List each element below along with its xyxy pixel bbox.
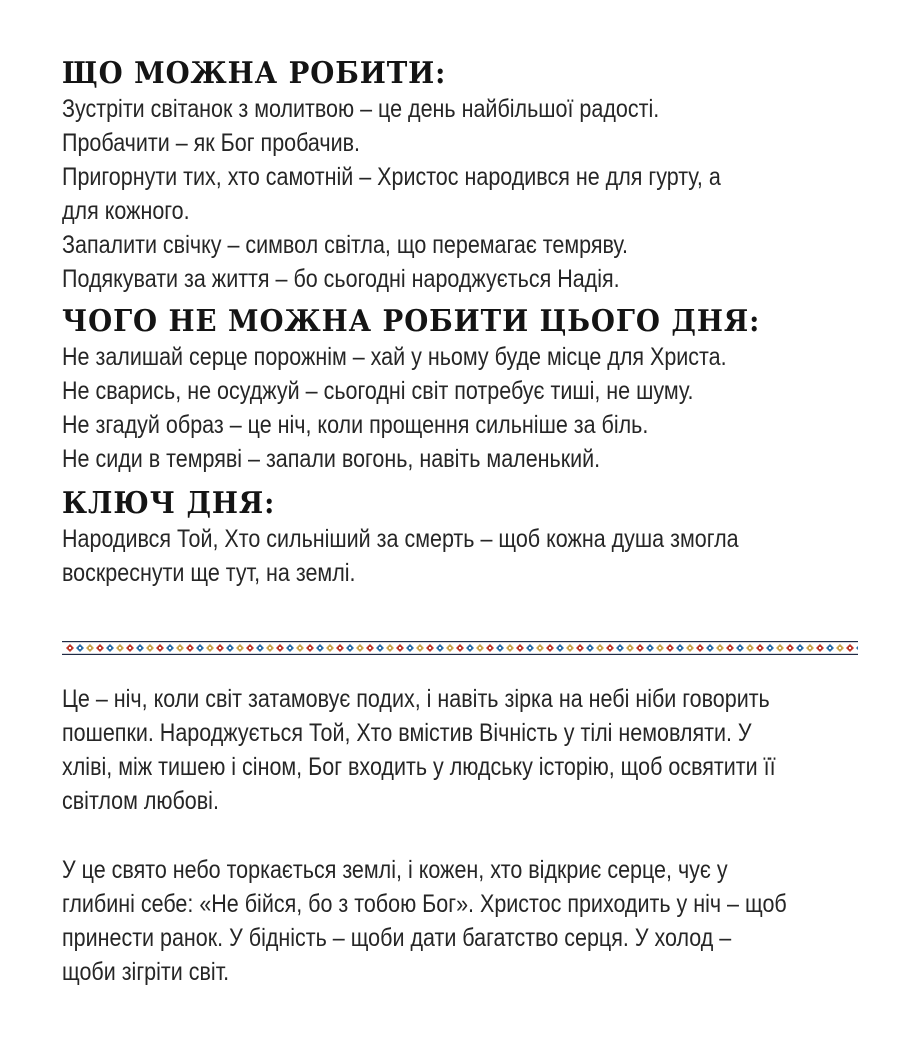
ornament-dot [829, 647, 831, 649]
ornament-dot [369, 647, 371, 649]
section-title-dont: ЧОГО НЕ МОЖНА РОБИТИ ЦЬОГО ДНЯ: [62, 304, 761, 339]
ornament-dot [389, 647, 391, 649]
key-line: Народився Той, Хто сильніший за смерть – щоб кожна душа змогла [62, 525, 739, 553]
ornament-dot [739, 647, 741, 649]
ornament-dot [229, 647, 231, 649]
ornament-dot [599, 647, 601, 649]
ornament-bottom-line [62, 654, 858, 655]
body-line: глибині себе: «Не бійся, бо з тобою Бог». Христос приходить у ніч – щоб [62, 890, 787, 918]
ornament-dot [129, 647, 131, 649]
ornament-dot [149, 647, 151, 649]
ornament-dot [769, 647, 771, 649]
ornament-dot [749, 647, 751, 649]
ornament-dot [639, 647, 641, 649]
section-todo [62, 56, 858, 296]
ornament-dot [579, 647, 581, 649]
ornament-dot [199, 647, 201, 649]
body-line: світлом любові. [62, 787, 219, 815]
ornament-dot [249, 647, 251, 649]
ornament-dot [799, 647, 801, 649]
body-line: щоби зігріти світ. [62, 958, 230, 986]
ornament-dot [759, 647, 761, 649]
ornament-dot [569, 647, 571, 649]
ornament-diamond [856, 644, 858, 652]
body-line: У це свято небо торкається землі, і кожен, хто відкриє серце, чує у [62, 856, 728, 884]
ornament-dot [99, 647, 101, 649]
ornament-dot [399, 647, 401, 649]
ornament-dot [849, 647, 851, 649]
ornament-dot [179, 647, 181, 649]
ornament-dot [279, 647, 281, 649]
body-paragraph-2 [62, 853, 858, 989]
ornament-dot [719, 647, 721, 649]
ornament-dot [419, 647, 421, 649]
ornament-dot [499, 647, 501, 649]
body-line: пошепки. Народжується Той, Хто вмістив Вічність у тілі немовляти. У [62, 719, 752, 747]
ornament-motifs [66, 644, 858, 652]
content-area [62, 56, 858, 590]
ornament-dot [239, 647, 241, 649]
ornament-dot [309, 647, 311, 649]
ornament-dot [269, 647, 271, 649]
todo-line: Запалити свічку – символ світла, що перемагає темряву. [62, 231, 629, 259]
ornament-dot [539, 647, 541, 649]
dont-line: Не згадуй образ – це ніч, коли прощення сильніше за біль. [62, 411, 649, 439]
body-line: Це – ніч, коли світ затамовує подих, і навіть зірка на небі ніби говорить [62, 685, 770, 713]
section-key [62, 486, 858, 590]
ornament-dot [349, 647, 351, 649]
ornament-dot [409, 647, 411, 649]
ornament-dot [549, 647, 551, 649]
ornament-dot [589, 647, 591, 649]
body-line: хліві, між тишею і сіном, Бог входить у людську історію, щоб освятити її [62, 753, 776, 781]
ornament-dot [609, 647, 611, 649]
ornament-dot [809, 647, 811, 649]
ornament-dot [529, 647, 531, 649]
body-paragraph-1 [62, 682, 858, 818]
ornament-dot [559, 647, 561, 649]
ornament-dot [319, 647, 321, 649]
ornament-dot [79, 647, 81, 649]
ornament-dot [519, 647, 521, 649]
ornament-dot [119, 647, 121, 649]
ornament-dot [709, 647, 711, 649]
todo-line: Пригорнути тих, хто самотній – Христос народився не для гурту, а [62, 163, 721, 191]
ornament-dot [359, 647, 361, 649]
todo-line: Зустріти світанок з молитвою – це день найбільшої радості. [62, 95, 660, 123]
embroidery-ornament-divider [62, 641, 858, 655]
ornament-dot [339, 647, 341, 649]
ornament-dot [479, 647, 481, 649]
ornament-dot [69, 647, 71, 649]
ornament-dot [679, 647, 681, 649]
ornament-dot [469, 647, 471, 649]
ornament-dot [669, 647, 671, 649]
ornament-dot [189, 647, 191, 649]
ornament-dot [619, 647, 621, 649]
ornament-dot [439, 647, 441, 649]
ornament-dot [629, 647, 631, 649]
ornament-dot [449, 647, 451, 649]
section-title-todo: ЩО МОЖНА РОБИТИ: [62, 56, 447, 91]
dont-line: Не сиди в темряві – запали вогонь, навіть маленький. [62, 445, 601, 473]
ornament-dot [329, 647, 331, 649]
dont-line: Не залишай серце порожнім – хай у ньому буде місце для Христа. [62, 343, 727, 371]
ornament-dot [429, 647, 431, 649]
ornament-dot [299, 647, 301, 649]
ornament-top-line [62, 641, 858, 642]
ornament-dot [509, 647, 511, 649]
ornament-dot [109, 647, 111, 649]
ornament-dot [289, 647, 291, 649]
ornament-dot [659, 647, 661, 649]
ornament-pattern [62, 641, 858, 655]
dont-line: Не сварись, не осуджуй – сьогодні світ потребує тиші, не шуму. [62, 377, 694, 405]
section-title-key: КЛЮЧ ДНЯ: [62, 486, 276, 521]
ornament-dot [379, 647, 381, 649]
ornament-dot [649, 647, 651, 649]
ornament-dot [459, 647, 461, 649]
ornament-dot [699, 647, 701, 649]
ornament-dot [779, 647, 781, 649]
todo-line: Подякувати за життя – бо сьогодні народжується Надія. [62, 265, 620, 293]
section-dont [62, 304, 858, 476]
ornament-dot [159, 647, 161, 649]
ornament-dot [689, 647, 691, 649]
key-line: воскреснути ще тут, на землі. [62, 559, 356, 587]
ornament-dot [259, 647, 261, 649]
ornament-dot [169, 647, 171, 649]
todo-line: Пробачити – як Бог пробачив. [62, 129, 361, 157]
ornament-dot [139, 647, 141, 649]
ornament-dot [489, 647, 491, 649]
ornament-dot [789, 647, 791, 649]
ornament-dot [89, 647, 91, 649]
todo-line: для кожного. [62, 197, 190, 225]
ornament-dot [729, 647, 731, 649]
ornament-dot [839, 647, 841, 649]
ornament-dot [209, 647, 211, 649]
body-line: принести ранок. У бідність – щоби дати багатство серця. У холод – [62, 924, 732, 952]
ornament-dot [819, 647, 821, 649]
ornament-dot [219, 647, 221, 649]
